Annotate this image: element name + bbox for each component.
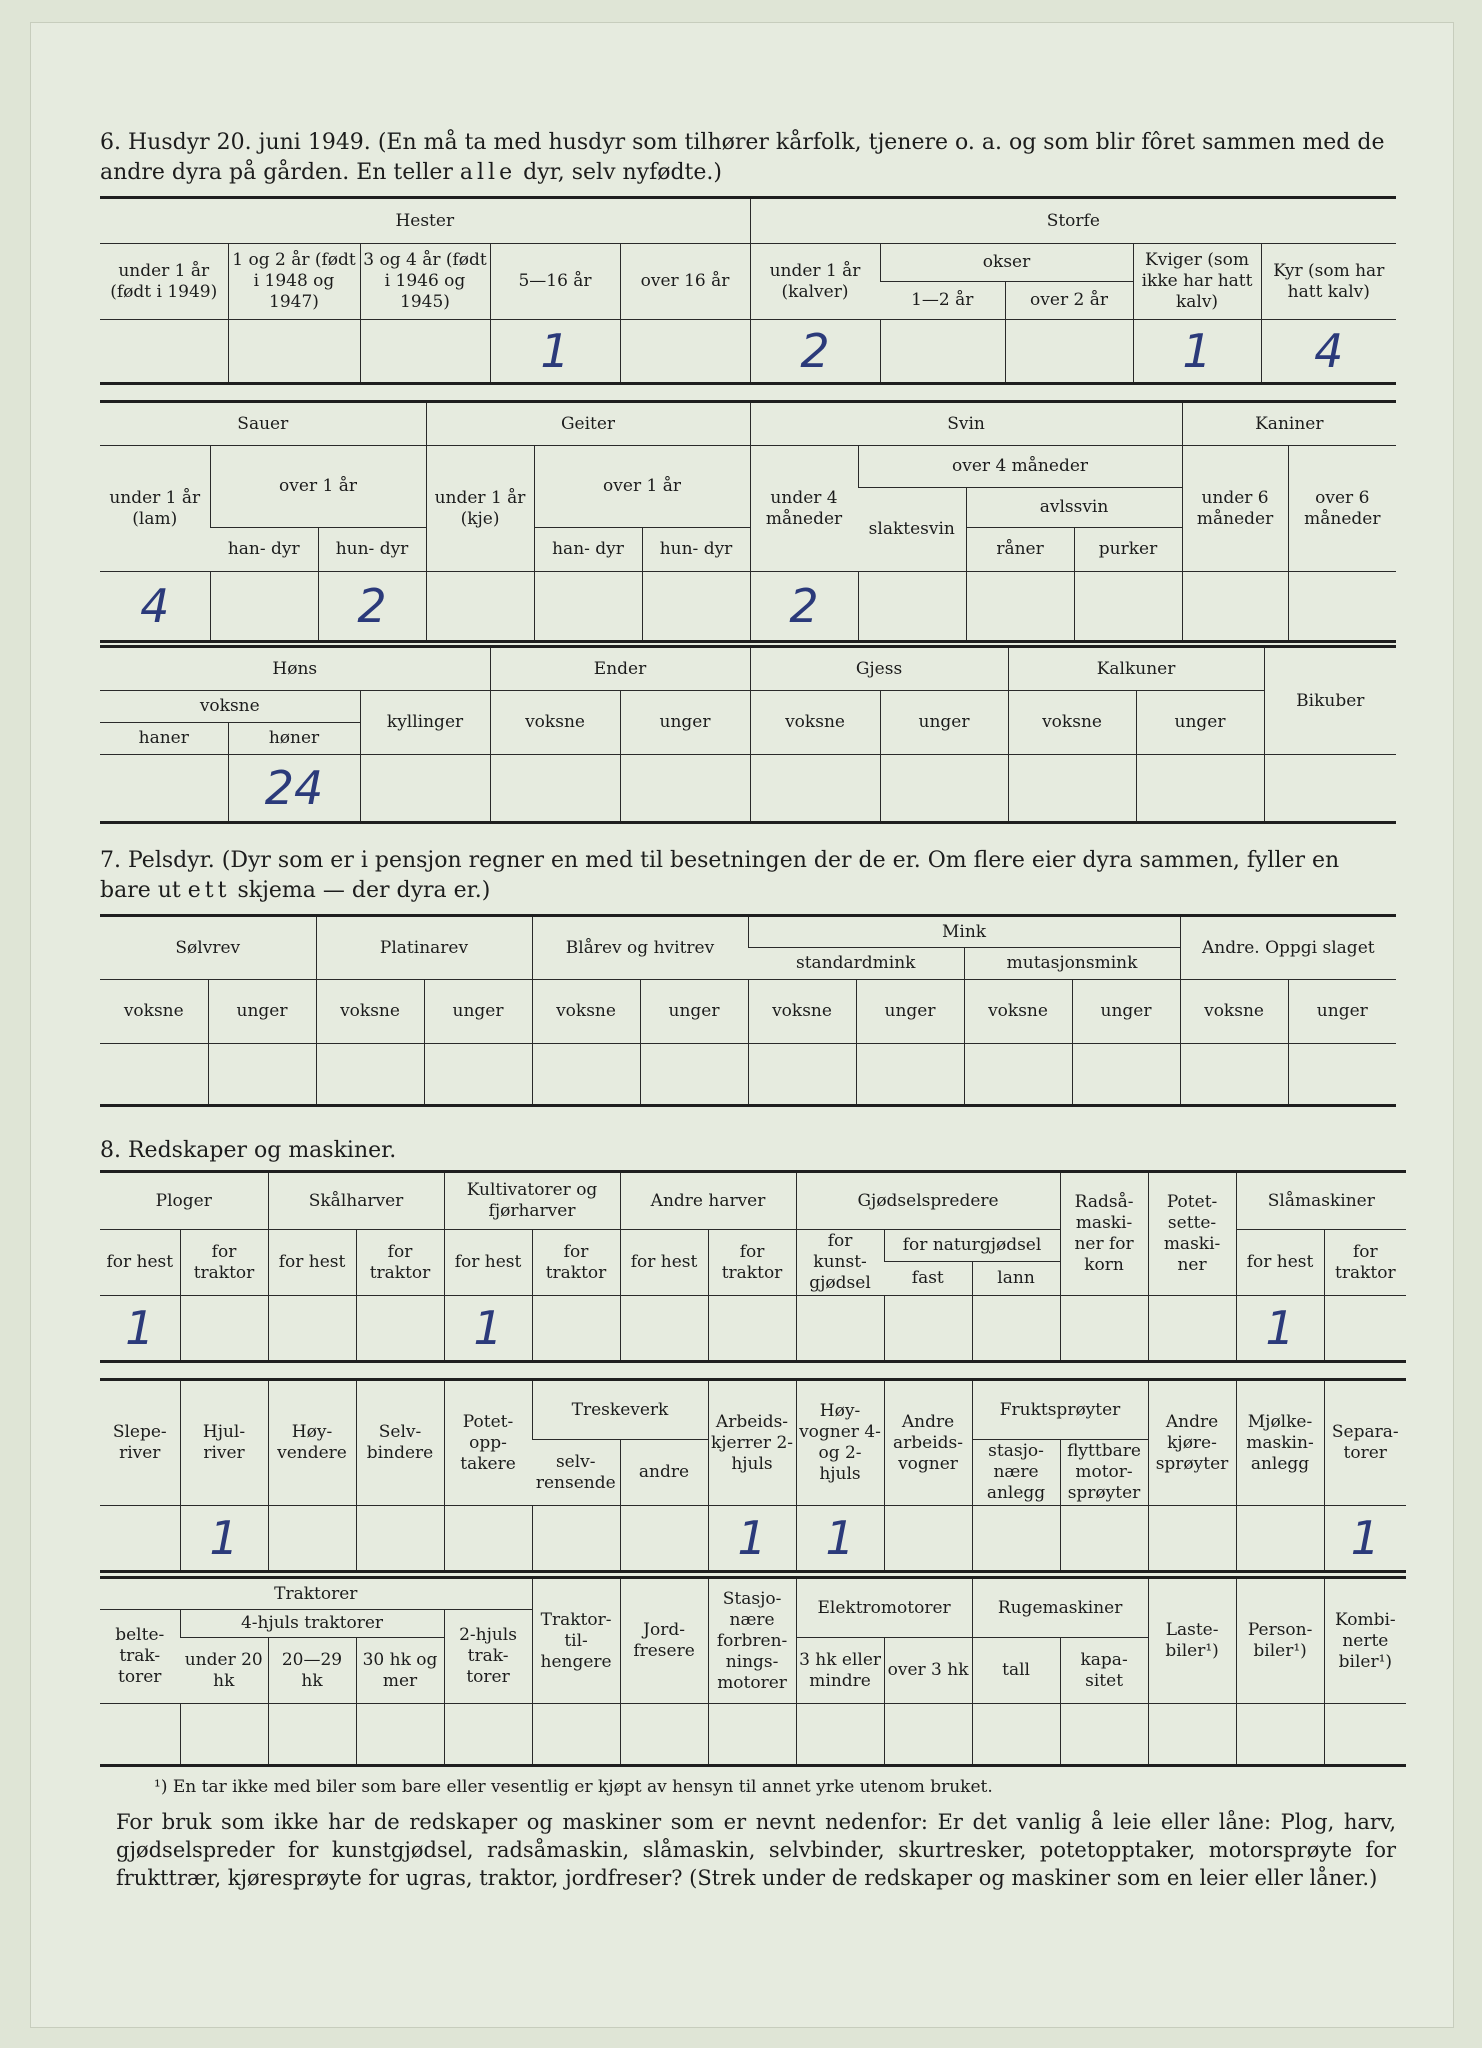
entry-mjolkemaskin[interactable] [1236, 1506, 1324, 1572]
table-redskaper-1 [100, 1170, 1406, 1363]
entry-hoyvendere[interactable] [268, 1506, 356, 1572]
entry-skalharver-traktor[interactable] [356, 1296, 444, 1362]
blarev-unger: unger [640, 980, 748, 1044]
section-6-text: (En må ta med husdyr som tilhører kårfolk, tjenere o. a. og som blir fôret sammen med de andre dyra på gården. En teller [100, 130, 1385, 185]
entry-gjodsel-lann[interactable] [972, 1296, 1060, 1362]
entry-pels-11[interactable] [1180, 1044, 1288, 1106]
header-radsamaskiner: Radså- maski- ner for korn [1060, 1172, 1148, 1296]
header-potetsettemaskiner: Potet- sette- maski- ner [1148, 1172, 1236, 1296]
header-hoyvendere: Høy- vendere [268, 1380, 356, 1506]
treskeverk-andre: andre [620, 1440, 708, 1506]
storfe-kviger: Kviger (som ikke har hatt kalv) [1133, 244, 1261, 320]
standardmink-voksne: voksne [748, 980, 856, 1044]
header-slamaskiner: Slåmaskiner [1236, 1172, 1406, 1230]
storfe-okser: okser [880, 244, 1133, 282]
section-7-title: 7. Pelsdyr. [100, 848, 215, 873]
header-hons: Høns [100, 647, 490, 691]
entry-pels-4[interactable] [424, 1044, 532, 1106]
sauer-hundyr: hun- dyr [318, 528, 426, 572]
entry-hjulriver[interactable]: 1 [180, 1506, 268, 1572]
header-stasjonaere-motorer: Stasjo- nære forbren- nings- motorer [708, 1578, 796, 1704]
sauer-under1: under 1 år (lam) [100, 446, 210, 572]
entry-andreharver-traktor[interactable] [708, 1296, 796, 1362]
section-6-heading [100, 128, 1396, 188]
entry-kombinerte[interactable] [1324, 1704, 1406, 1766]
fruktsproyter-stasjonaere: stasjo- nære anlegg [972, 1440, 1060, 1506]
svin-slaktesvin: slaktesvin [858, 488, 966, 572]
header-gjess: Gjess [750, 647, 1008, 691]
entry-slamaskiner-traktor[interactable] [1324, 1296, 1406, 1362]
slamaskiner-hest: for hest [1236, 1230, 1324, 1296]
andre-unger: unger [1288, 980, 1396, 1044]
entry-ploger-traktor[interactable] [180, 1296, 268, 1362]
hester-5-16: 5—16 år [490, 244, 620, 320]
sauer-over1: over 1 år [210, 446, 426, 528]
geiter-handyr: han- dyr [534, 528, 642, 572]
svin-avlssvin: avlssvin [966, 488, 1182, 528]
header-geiter: Geiter [426, 402, 750, 446]
entry-selvbindere[interactable] [356, 1506, 444, 1572]
hester-3og4: 3 og 4 år (født i 1946 og 1945) [360, 244, 490, 320]
header-elektromotorer: Elektromotorer [796, 1578, 972, 1638]
header-svin: Svin [750, 402, 1182, 446]
entry-pels-7[interactable] [748, 1044, 856, 1106]
header-selvbindere: Selv- bindere [356, 1380, 444, 1506]
entry-pels-8[interactable] [856, 1044, 964, 1106]
kalkuner-voksne: voksne [1008, 691, 1136, 755]
entry-pels-5[interactable] [532, 1044, 640, 1106]
entry-kultivatorer-hest[interactable]: 1 [444, 1296, 532, 1362]
entry-pels-3[interactable] [316, 1044, 424, 1106]
kalkuner-unger: unger [1136, 691, 1264, 755]
skalharver-traktor: for traktor [356, 1230, 444, 1296]
entry-haner[interactable] [100, 755, 228, 823]
header-bikuber: Bikuber [1264, 647, 1396, 755]
svin-over4: over 4 måneder [858, 446, 1182, 488]
header-rugemaskiner: Rugemaskiner [972, 1578, 1148, 1638]
hons-voksne: voksne [100, 691, 360, 723]
table-pelsdyr [100, 914, 1396, 1107]
table-redskaper-2 [100, 1378, 1406, 1573]
section-7-text: (Dyr som er i pensjon regner en med til besetningen der de er. Om flere eier dyra sammen, fyller en bare ut [100, 848, 1340, 903]
hester-over16: over 16 år [620, 244, 750, 320]
entry-sauer-hundyr[interactable]: 2 [318, 572, 426, 642]
entry-gjodsel-kunst[interactable] [796, 1296, 884, 1362]
gjess-voksne: voksne [750, 691, 880, 755]
entry-gjodsel-fast[interactable] [884, 1296, 972, 1362]
mink-standard: standardmink [748, 948, 964, 980]
elektro-over3: over 3 hk [884, 1638, 972, 1704]
entry-elektro-3hk[interactable] [796, 1704, 884, 1766]
ender-unger: unger [620, 691, 750, 755]
entry-bikuber[interactable] [1264, 755, 1396, 823]
entry-okser-over2[interactable] [1005, 320, 1133, 384]
hons-honer: høner [228, 723, 360, 755]
entry-andre-arbeidsvogner[interactable] [884, 1506, 972, 1572]
entry-elektro-over3[interactable] [884, 1704, 972, 1766]
andreharver-hest: for hest [620, 1230, 708, 1296]
header-ploger: Ploger [100, 1172, 268, 1230]
table-hester-storfe [100, 196, 1396, 385]
kultivatorer-traktor: for traktor [532, 1230, 620, 1296]
entry-pels-2[interactable] [208, 1044, 316, 1106]
header-kombinerte-biler: Kombi- nerte biler¹) [1324, 1578, 1406, 1704]
table-traktorer [100, 1576, 1406, 1767]
header-mjolkemaskin: Mjølke- maskin- anlegg [1236, 1380, 1324, 1506]
entry-kalkuner-voksne[interactable] [1008, 755, 1136, 823]
header-kalkuner: Kalkuner [1008, 647, 1264, 691]
header-traktortilhengere: Traktor- til- hengere [532, 1578, 620, 1704]
entry-sauer-under1[interactable]: 4 [100, 572, 210, 642]
entry-2hjuls[interactable] [444, 1704, 532, 1766]
entry-geiter-handyr[interactable] [534, 572, 642, 642]
entry-ruge-tall[interactable] [972, 1704, 1060, 1766]
entry-personbiler[interactable] [1236, 1704, 1324, 1766]
entry-fruktsproyter-stasjonaere[interactable] [972, 1506, 1060, 1572]
geiter-over1: over 1 år [534, 446, 750, 528]
platinarev-unger: unger [424, 980, 532, 1044]
entry-gjess-voksne[interactable] [750, 755, 880, 823]
entry-jordfresere[interactable] [620, 1704, 708, 1766]
solvrev-unger: unger [208, 980, 316, 1044]
entry-svin-raner[interactable] [966, 572, 1074, 642]
entry-pels-12[interactable] [1288, 1044, 1396, 1106]
entry-storfe-kalver[interactable]: 2 [750, 320, 880, 384]
gjodsel-lann: lann [972, 1261, 1060, 1295]
entry-geiter-under1[interactable] [426, 572, 534, 642]
traktorer-4hjuls: 4-hjuls traktorer [180, 1610, 444, 1638]
header-hjulriver: Hjul- river [180, 1380, 268, 1506]
storfe-kalver: under 1 år (kalver) [750, 244, 880, 320]
svin-raner: råner [966, 528, 1074, 572]
entry-radsamaskiner[interactable] [1060, 1296, 1148, 1362]
header-arbeidskjerrer: Arbeids- kjerrer 2-hjuls [708, 1380, 796, 1506]
header-personbiler: Person- biler¹) [1236, 1578, 1324, 1704]
ender-voksne: voksne [490, 691, 620, 755]
header-andre-kjoresproyter: Andre kjøre- sprøyter [1148, 1380, 1236, 1506]
entry-treskeverk-selvrensende[interactable] [532, 1506, 620, 1572]
traktorer-2hjuls: 2-hjuls trak- torer [444, 1610, 532, 1704]
hons-kyllinger: kyllinger [360, 691, 490, 755]
entry-fruktsproyter-flyttbare[interactable] [1060, 1506, 1148, 1572]
entry-hester-over16[interactable] [620, 320, 750, 384]
svin-purker: purker [1074, 528, 1182, 572]
entry-andre-kjoresproyter[interactable] [1148, 1506, 1236, 1572]
entry-arbeidskjerrer[interactable]: 1 [708, 1506, 796, 1572]
entry-ender-unger[interactable] [620, 755, 750, 823]
header-fruktsproyter: Fruktsprøyter [972, 1380, 1148, 1440]
elektro-3hk: 3 hk eller mindre [796, 1638, 884, 1704]
entry-sleperiver[interactable] [100, 1506, 180, 1572]
entry-ender-voksne[interactable] [490, 755, 620, 823]
header-separatorer: Separa- torer [1324, 1380, 1406, 1506]
entry-kaniner-under6[interactable] [1182, 572, 1288, 642]
header-ender: Ender [490, 647, 750, 691]
header-mink: Mink [748, 916, 1180, 948]
header-jordfresere: Jord- fresere [620, 1578, 708, 1704]
entry-hester-under1[interactable] [100, 320, 228, 384]
skalharver-hest: for hest [268, 1230, 356, 1296]
entry-honer[interactable]: 24 [228, 755, 360, 823]
header-andre-arbeidsvogner: Andre arbeids- vogner [884, 1380, 972, 1506]
traktorer-belte: belte- trak- torer [100, 1610, 180, 1704]
table-fjorfe [100, 645, 1396, 824]
entry-pels-1[interactable] [100, 1044, 208, 1106]
treskeverk-selvrensende: selv- rensende [532, 1440, 620, 1506]
entry-svin-purker[interactable] [1074, 572, 1182, 642]
header-kaniner: Kaniner [1182, 402, 1396, 446]
header-potetopptakere: Potet- opp- takere [444, 1380, 532, 1506]
fruktsproyter-flyttbare: flyttbare motor- sprøyter [1060, 1440, 1148, 1506]
ploger-hest: for hest [100, 1230, 180, 1296]
hester-1og2: 1 og 2 år (født i 1948 og 1947) [228, 244, 360, 320]
slamaskiner-traktor: for traktor [1324, 1230, 1406, 1296]
entry-slamaskiner-hest[interactable]: 1 [1236, 1296, 1324, 1362]
entry-kaniner-over6[interactable] [1288, 572, 1396, 642]
closing-question: For bruk som ikke har de redskaper og maskiner som er nevnt nedenfor: Er det vanlig å leie eller låne: Plog, harv, gjødselspreder for kunstgjødsel, radsåmaskin, slåmaskin, selvbinder, skurtresker, potetopptaker, motorsprøyte for frukttrær, kjøresprøyte for ugras, traktor, jordfreser? (Strek under de redskaper og maskiner som en leier eller låner.) [116, 1810, 1396, 1890]
gjodsel-fast: fast [884, 1261, 972, 1295]
standardmink-unger: unger [856, 980, 964, 1044]
entry-kalkuner-unger[interactable] [1136, 755, 1264, 823]
entry-hoyvogner[interactable]: 1 [796, 1506, 884, 1572]
mutasjonsmink-voksne: voksne [964, 980, 1072, 1044]
gjess-unger: unger [880, 691, 1008, 755]
traktorer-30: 30 hk og mer [356, 1638, 444, 1704]
entry-lastebiler[interactable] [1148, 1704, 1236, 1766]
header-blarev: Blårev og hvitrev [532, 916, 748, 980]
gjodsel-kunst: for kunst- gjødsel [796, 1230, 884, 1296]
entry-ploger-hest[interactable]: 1 [100, 1296, 180, 1362]
header-gjodselspredere: Gjødselspredere [796, 1172, 1060, 1230]
entry-svin-slaktesvin[interactable] [858, 572, 966, 642]
entry-pels-9[interactable] [964, 1044, 1072, 1106]
entry-under20[interactable] [180, 1704, 268, 1766]
ploger-traktor: for traktor [180, 1230, 268, 1296]
entry-geiter-hundyr[interactable] [642, 572, 750, 642]
gjodsel-natur: for naturgjødsel [884, 1230, 1060, 1262]
entry-treskeverk-andre[interactable] [620, 1506, 708, 1572]
header-lastebiler: Laste- biler¹) [1148, 1578, 1236, 1704]
header-storfe: Storfe [750, 198, 1396, 244]
header-hester: Hester [100, 198, 750, 244]
section-6-title: 6. Husdyr 20. juni 1949. [100, 130, 371, 155]
entry-svin-under4[interactable]: 2 [750, 572, 858, 642]
entry-potetsettemaskiner[interactable] [1148, 1296, 1236, 1362]
header-solvrev: Sølvrev [100, 916, 316, 980]
entry-ruge-kapasitet[interactable] [1060, 1704, 1148, 1766]
mutasjonsmink-unger: unger [1072, 980, 1180, 1044]
section-8-title: 8. Redskaper og maskiner. [100, 1138, 397, 1163]
header-skalharver: Skålharver [268, 1172, 444, 1230]
traktorer-under20: under 20 hk [180, 1638, 268, 1704]
okser-1-2: 1—2 år [880, 282, 1005, 320]
entry-okser-1-2[interactable] [880, 320, 1005, 384]
entry-kultivatorer-traktor[interactable] [532, 1296, 620, 1362]
section-7-text-end: skjema — der dyra er.) [237, 878, 491, 903]
solvrev-voksne: voksne [100, 980, 208, 1044]
section-6-text-end: dyr, selv nyfødte.) [523, 160, 722, 185]
sauer-handyr: han- dyr [210, 528, 318, 572]
entry-30[interactable] [356, 1704, 444, 1766]
kultivatorer-hest: for hest [444, 1230, 532, 1296]
header-platinarev: Platinarev [316, 916, 532, 980]
entry-potetopptakere[interactable] [444, 1506, 532, 1572]
entry-tilhengere[interactable] [532, 1704, 620, 1766]
entry-hester-5-16[interactable]: 1 [490, 320, 620, 384]
header-hoyvogner: Høy- vogner 4- og 2- hjuls [796, 1380, 884, 1506]
entry-kyr[interactable]: 4 [1261, 320, 1396, 384]
geiter-under1: under 1 år (kje) [426, 446, 534, 572]
entry-pels-10[interactable] [1072, 1044, 1180, 1106]
entry-kyllinger[interactable] [360, 755, 490, 823]
entry-kviger[interactable]: 1 [1133, 320, 1261, 384]
entry-skalharver-hest[interactable] [268, 1296, 356, 1362]
entry-gjess-unger[interactable] [880, 755, 1008, 823]
hons-haner: haner [100, 723, 228, 755]
hester-under1: under 1 år (født i 1949) [100, 244, 228, 320]
entry-sauer-handyr[interactable] [210, 572, 318, 642]
table-sauer-geiter-svin-kaniner [100, 400, 1396, 643]
header-andre-harver: Andre harver [620, 1172, 796, 1230]
section-8-heading [100, 1136, 1396, 1166]
blarev-voksne: voksne [532, 980, 640, 1044]
ruge-kapasitet: kapa- sitet [1060, 1638, 1148, 1704]
storfe-kyr: Kyr (som har hatt kalv) [1261, 244, 1396, 320]
header-sauer: Sauer [100, 402, 426, 446]
entry-pels-6[interactable] [640, 1044, 748, 1106]
entry-20-29[interactable] [268, 1704, 356, 1766]
section-7-emphasis: ett [187, 878, 231, 903]
header-andre-pels: Andre. Oppgi slaget [1180, 916, 1396, 980]
header-sleperiver: Slepe- river [100, 1380, 180, 1506]
header-kultivatorer: Kultivatorer og fjørharver [444, 1172, 620, 1230]
andreharver-traktor: for traktor [708, 1230, 796, 1296]
entry-hester-3og4[interactable] [360, 320, 490, 384]
kaniner-over6: over 6 måneder [1288, 446, 1396, 572]
footnote: ¹) En tar ikke med biler som bare eller vesentlig er kjøpt av hensyn til annet yrke utenom bruket. [154, 1777, 993, 1797]
platinarev-voksne: voksne [316, 980, 424, 1044]
entry-separatorer[interactable]: 1 [1324, 1506, 1406, 1572]
header-treskeverk: Treskeverk [532, 1380, 708, 1440]
okser-over2: over 2 år [1005, 282, 1133, 320]
entry-hester-1og2[interactable] [228, 320, 360, 384]
ruge-tall: tall [972, 1638, 1060, 1704]
kaniner-under6: under 6 måneder [1182, 446, 1288, 572]
svin-under4: under 4 måneder [750, 446, 858, 572]
section-7-heading [100, 846, 1396, 906]
entry-belte[interactable] [100, 1704, 180, 1766]
traktorer-20-29: 20—29 hk [268, 1638, 356, 1704]
andre-voksne: voksne [1180, 980, 1288, 1044]
geiter-hundyr: hun- dyr [642, 528, 750, 572]
header-traktorer: Traktorer [100, 1578, 532, 1610]
mink-mutasjon: mutasjonsmink [964, 948, 1180, 980]
entry-stasjonaere[interactable] [708, 1704, 796, 1766]
section-6-emphasis: alle [459, 160, 517, 185]
entry-andreharver-hest[interactable] [620, 1296, 708, 1362]
